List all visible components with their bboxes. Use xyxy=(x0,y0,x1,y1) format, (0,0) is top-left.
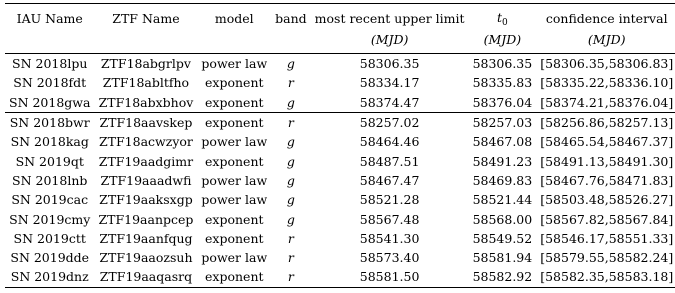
table-row xyxy=(5,73,675,92)
table-row xyxy=(5,248,675,267)
table-row xyxy=(5,267,675,287)
iau-name-cell: SN 2018lpu xyxy=(12,56,88,72)
iau-name-cell: SN 2019dnz xyxy=(10,269,89,285)
table-row xyxy=(5,151,675,170)
t0-cell: 58376.04 xyxy=(472,94,533,110)
iau-name-cell: SN 2019qt xyxy=(15,153,84,169)
t0-cell: 58257.03 xyxy=(472,115,533,131)
t0-cell: 58582.92 xyxy=(472,269,533,285)
unit-cell: (MJD) xyxy=(370,32,409,47)
ztf-name-cell: ZTF18acwzyor xyxy=(98,134,193,150)
results-table xyxy=(5,3,675,288)
units-row xyxy=(5,30,675,54)
iau-name-cell: SN 2018gwa xyxy=(9,94,91,110)
band-cell: g xyxy=(286,56,295,72)
band-cell: r xyxy=(287,115,294,131)
col-ztf-name: ZTF Name xyxy=(112,11,180,26)
col-upper-limit: most recent upper limit xyxy=(314,11,465,26)
band-cell: r xyxy=(287,269,294,285)
band-cell: g xyxy=(286,172,295,188)
ztf-name-cell: ZTF19aanpcep xyxy=(98,211,194,227)
band-cell: g xyxy=(286,153,295,169)
band-cell: g xyxy=(286,94,295,110)
confidence-interval-cell: [58579.55,58582.24] xyxy=(540,250,674,266)
confidence-interval-cell: [58567.82,58567.84] xyxy=(540,211,674,227)
model-cell: power law xyxy=(201,192,268,208)
t0-cell: 58491.23 xyxy=(472,153,533,169)
table-row xyxy=(5,190,675,209)
confidence-interval-cell: [58465.54,58467.37] xyxy=(540,134,674,150)
unit-cell xyxy=(271,30,311,54)
iau-name-cell: SN 2019dde xyxy=(10,250,90,266)
iau-name-cell: SN 2018bwr xyxy=(9,115,90,131)
model-cell: power law xyxy=(201,134,268,150)
model-cell: exponent xyxy=(205,115,264,131)
ztf-name-cell: ZTF19aanfqug xyxy=(99,230,193,246)
upper-limit-cell: 58521.28 xyxy=(359,192,420,208)
upper-limit-cell: 58257.02 xyxy=(359,115,420,131)
model-cell: exponent xyxy=(205,269,264,285)
band-cell: g xyxy=(286,134,295,150)
iau-name-cell: SN 2018fdt xyxy=(13,75,87,91)
table-row xyxy=(5,229,675,248)
iau-name-cell: SN 2019ctt xyxy=(13,230,86,246)
t0-cell: 58335.83 xyxy=(472,75,533,91)
col-band: band xyxy=(275,11,307,26)
upper-limit-cell: 58573.40 xyxy=(359,250,420,266)
table-row xyxy=(5,132,675,151)
iau-name-cell: SN 2018lnb xyxy=(12,172,88,188)
model-cell: exponent xyxy=(205,211,264,227)
band-cell: g xyxy=(286,211,295,227)
model-cell: power law xyxy=(201,172,268,188)
ztf-name-cell: ZTF18aavskep xyxy=(99,115,193,131)
model-cell: exponent xyxy=(205,230,264,246)
model-cell: power law xyxy=(201,56,268,72)
confidence-interval-cell: [58582.35,58583.18] xyxy=(540,269,674,285)
confidence-interval-cell: [58546.17,58551.33] xyxy=(540,230,674,246)
confidence-interval-cell: [58503.48,58526.27] xyxy=(540,192,674,208)
confidence-interval-cell: [58306.35,58306.83] xyxy=(540,56,674,72)
col-model: model xyxy=(214,11,254,26)
band-cell: g xyxy=(286,192,295,208)
t0-cell: 58568.00 xyxy=(472,211,533,227)
confidence-interval-cell: [58335.22,58336.10] xyxy=(540,75,674,91)
ztf-name-cell: ZTF19aaadwfi xyxy=(100,172,192,188)
iau-name-cell: SN 2018kag xyxy=(10,134,89,150)
upper-limit-cell: 58374.47 xyxy=(359,94,420,110)
ztf-name-cell: ZTF19aaksxgp xyxy=(99,192,193,208)
table-row xyxy=(5,112,675,132)
ztf-name-cell: ZTF19aadgimr xyxy=(98,153,194,169)
unit-cell: (MJD) xyxy=(483,32,522,47)
unit-cell xyxy=(5,30,94,54)
header-row xyxy=(5,4,675,31)
ztf-name-cell: ZTF19aaozsuh xyxy=(99,250,193,266)
confidence-interval-cell: [58491.13,58491.30] xyxy=(540,153,674,169)
ztf-name-cell: ZTF18abxbhov xyxy=(98,94,194,110)
table-body xyxy=(5,54,675,288)
upper-limit-cell: 58541.30 xyxy=(359,230,420,246)
upper-limit-cell: 58567.48 xyxy=(359,211,420,227)
unit-cell xyxy=(197,30,271,54)
col-t0: $t_0$ xyxy=(497,9,508,28)
unit-cell xyxy=(94,30,197,54)
upper-limit-cell: 58581.50 xyxy=(359,269,420,285)
upper-limit-cell: 58334.17 xyxy=(359,75,420,91)
band-cell: r xyxy=(287,250,294,266)
upper-limit-cell: 58464.46 xyxy=(359,134,420,150)
iau-name-cell: SN 2019cmy xyxy=(9,211,91,227)
table-row xyxy=(5,171,675,190)
t0-cell: 58469.83 xyxy=(472,172,533,188)
t0-cell: 58521.44 xyxy=(472,192,533,208)
confidence-interval-cell: [58256.86,58257.13] xyxy=(540,115,674,131)
upper-limit-cell: 58487.51 xyxy=(359,153,420,169)
ztf-name-cell: ZTF19aaqasrq xyxy=(99,269,193,285)
t0-cell: 58467.08 xyxy=(472,134,533,150)
ztf-name-cell: ZTF18abltfho xyxy=(102,75,190,91)
t0-cell: 58549.52 xyxy=(472,230,533,246)
confidence-interval-cell: [58467.76,58471.83] xyxy=(540,172,674,188)
table-row xyxy=(5,209,675,228)
band-cell: r xyxy=(287,75,294,91)
unit-cell: (MJD) xyxy=(587,32,626,47)
t0-cell: 58581.94 xyxy=(472,250,533,266)
upper-limit-cell: 58467.47 xyxy=(359,172,420,188)
t0-cell: 58306.35 xyxy=(472,56,533,72)
table-row xyxy=(5,54,675,74)
band-cell: r xyxy=(287,230,294,246)
model-cell: power law xyxy=(201,250,268,266)
col-confidence-interval: confidence interval xyxy=(545,11,668,26)
model-cell: exponent xyxy=(205,153,264,169)
confidence-interval-cell: [58374.21,58376.04] xyxy=(540,94,674,110)
upper-limit-cell: 58306.35 xyxy=(359,56,420,72)
iau-name-cell: SN 2019cac xyxy=(11,192,89,208)
ztf-name-cell: ZTF18abgrlpv xyxy=(100,56,191,72)
model-cell: exponent xyxy=(205,75,264,91)
table-row xyxy=(5,93,675,113)
col-iau-name: IAU Name xyxy=(16,11,83,26)
model-cell: exponent xyxy=(205,94,264,110)
